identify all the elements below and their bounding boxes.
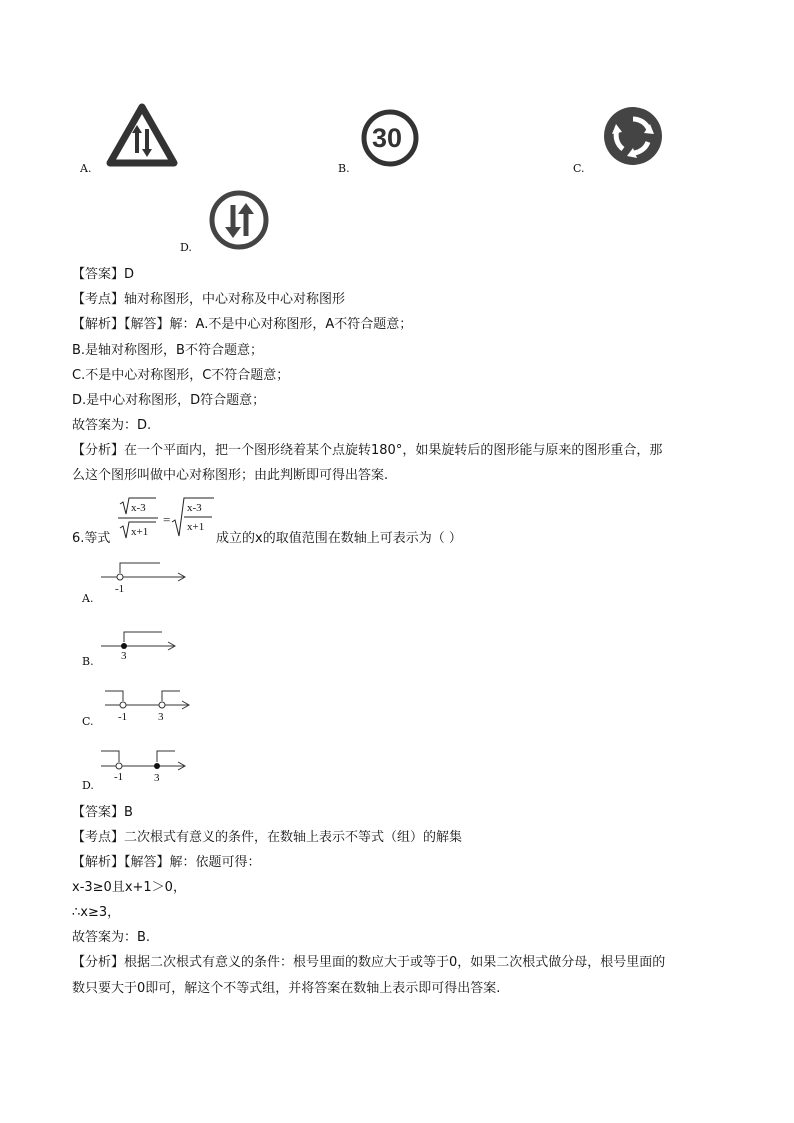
q6-fenxi-line2: 数只要大于0即可，解这个不等式组，并将答案在数轴上表示即可得出答案. (72, 981, 501, 996)
q6-option-b (80, 628, 200, 670)
two-way-arrows-circle-sign-icon (209, 190, 269, 250)
tick-label: 3 (154, 772, 160, 784)
kaodian-tag: 【考点】 (72, 830, 125, 845)
tick-label: -1 (114, 771, 124, 783)
jieda-tag: 【解答】 (124, 855, 170, 870)
option-label: D. (180, 241, 192, 254)
q5-jiexi-line2: B.是轴对称图形，B不符合题意； (72, 343, 263, 358)
tick-label: 3 (121, 650, 127, 662)
q6-option-a (80, 560, 200, 610)
rhs-numerator: x-3 (187, 502, 202, 514)
option-label: C. (82, 715, 94, 728)
q5-option-c (573, 106, 673, 178)
jiexi-tag: 【解析】 (72, 317, 125, 332)
tick-label: -1 (118, 711, 128, 723)
q6-option-c (80, 687, 210, 729)
speed-limit-value: 30 (372, 123, 403, 153)
jieda-tag: 【解答】 (124, 317, 170, 332)
fenxi-text: 根据二次根式有意义的条件：根号里面的数应大于或等于0，如果二次根式做分母，根号里面的 (124, 955, 666, 970)
q6-prefix: 6.等式 (72, 531, 111, 546)
roundabout-sign-icon (603, 106, 663, 166)
option-label: A. (80, 162, 92, 175)
number-line-b (100, 628, 190, 658)
warning-triangle-two-way-traffic-sign-icon (107, 103, 177, 167)
q5-option-d (180, 190, 280, 258)
q5-jiexi-line3: C.不是中心对称图形，C不符合题意； (72, 368, 290, 383)
q6-fenxi-line1 (72, 955, 665, 971)
jiexi-text: 解：A.不是中心对称图形，A不符合题意； (169, 317, 413, 332)
rhs-denominator: x+1 (187, 521, 205, 533)
option-label: B. (338, 162, 350, 175)
q5-kaodian (72, 292, 345, 308)
q6-stem-suffix: 成立的x的取值范围在数轴上可表示为（ ） (216, 531, 462, 546)
q6-option-d (80, 747, 210, 793)
q6-answer: 【答案】B (72, 805, 133, 820)
q5-answer: 【答案】D (72, 267, 135, 282)
tick-label: 3 (158, 711, 164, 723)
fenxi-tag: 【分析】 (72, 443, 125, 458)
q5-fenxi-line2: 么这个图形叫做中心对称图形；由此判断即可得出答案. (72, 468, 389, 483)
kaodian-text: 二次根式有意义的条件，在数轴上表示不等式（组）的解集 (124, 830, 463, 845)
fenxi-text: 在一个平面内，把一个图形绕着某个点旋转180°，如果旋转后的图形能与原来的图形重合，那 (124, 443, 663, 458)
equals-sign: = (163, 512, 171, 527)
fenxi-tag: 【分析】 (72, 955, 125, 970)
q5-jiexi-line4: D.是中心对称图形，D符合题意； (72, 393, 266, 408)
jiexi-text: 解：依题可得： (169, 855, 261, 870)
q5-fenxi-line1 (72, 443, 662, 459)
q6-jiexi-line2: x-3≥0且x+1＞0， (72, 880, 186, 895)
lhs-denominator: x+1 (131, 526, 149, 538)
q6-question (72, 496, 732, 552)
kaodian-tag: 【考点】 (72, 292, 125, 307)
option-label: A. (82, 592, 94, 605)
q5-jiexi-line1 (72, 317, 412, 333)
option-label: D. (82, 779, 94, 792)
q6-jiexi-line3: ∴x≥3， (72, 905, 121, 920)
jiexi-tag: 【解析】 (72, 855, 125, 870)
tick-label: -1 (115, 583, 125, 595)
q5-option-a (80, 103, 180, 178)
q5-jiexi-line5: 故答案为：D. (72, 418, 152, 433)
q5-option-b (338, 108, 428, 178)
q6-kaodian (72, 830, 462, 846)
number-line-a (100, 560, 190, 590)
q6-jiexi-line1 (72, 855, 261, 871)
kaodian-text: 轴对称图形，中心对称及中心对称图形 (124, 292, 346, 307)
q6-jiexi-line4: 故答案为：B. (72, 930, 151, 945)
option-label: C. (573, 162, 585, 175)
lhs-numerator: x-3 (131, 502, 146, 514)
option-label: B. (82, 655, 94, 668)
